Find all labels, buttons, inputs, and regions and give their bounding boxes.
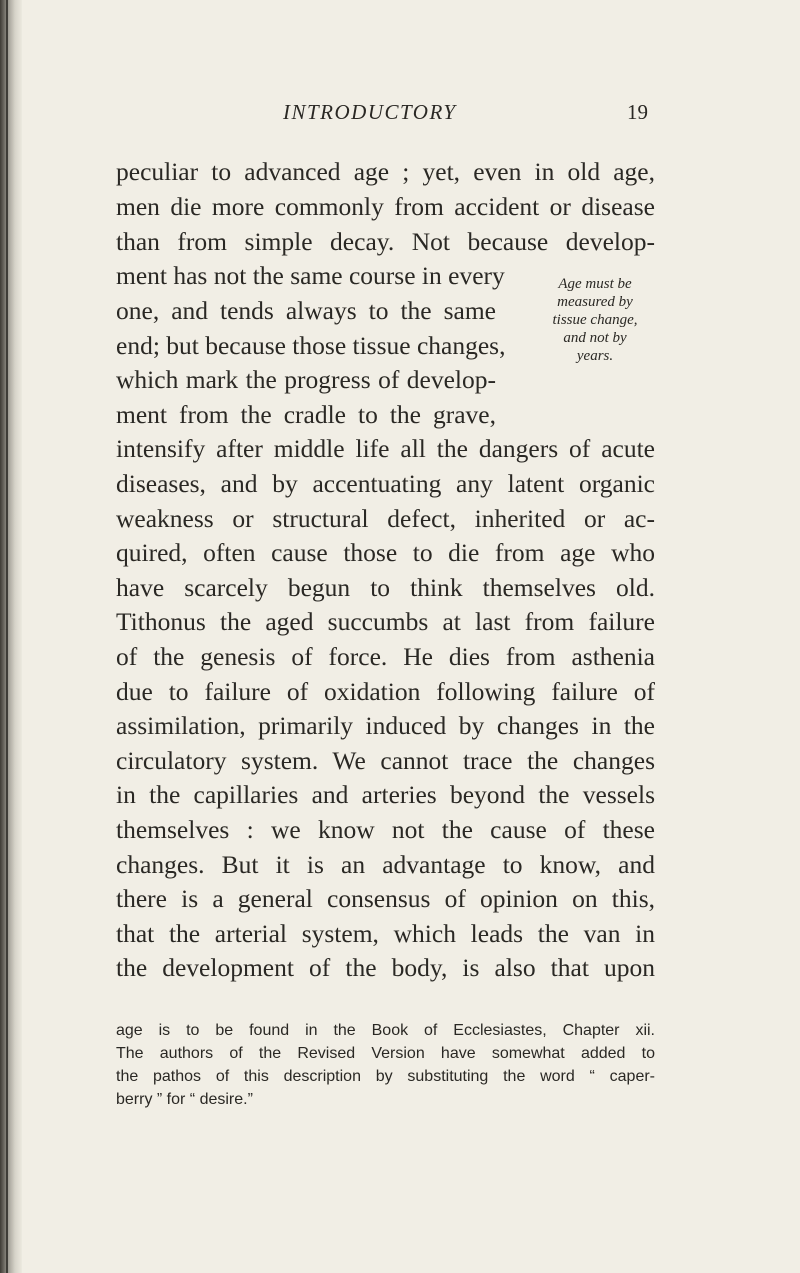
text-line: due to failure of oxidation following failure of [116, 677, 655, 706]
gutter-edge [6, 0, 8, 1273]
text-line: there is a general consensus of opinion on this, [116, 884, 655, 913]
book-gutter [0, 0, 22, 1273]
text-line: circulatory system. We cannot trace the changes [116, 746, 655, 775]
footnote-line: The authors of the Revised Version have somewhat added to [116, 1045, 655, 1062]
page-number: 19 [627, 100, 648, 124]
text-line: end; but because those tissue changes, [116, 331, 506, 360]
text-line: changes. But it is an advantage to know, and [116, 850, 655, 879]
text-line: assimilation, primarily induced by changes in the [116, 711, 655, 740]
text-line: men die more commonly from accident or disease [116, 192, 655, 221]
text-line: quired, often cause those to die from age who [116, 538, 655, 567]
text-line: have scarcely begun to think themselves old. [116, 573, 655, 602]
footnote-line: age is to be found in the Book of Ecclesiastes, Chapter xii. [116, 1022, 655, 1039]
text-line: themselves : we know not the cause of these [116, 815, 655, 844]
footnote-line: berry ” for “ desire.” [116, 1091, 253, 1108]
text-line: of the genesis of force. He dies from asthenia [116, 642, 655, 671]
text-line: ment has not the same course in every [116, 261, 505, 290]
text-line: which mark the progress of develop- [116, 365, 496, 394]
text-line: that the arterial system, which leads the van in [116, 919, 655, 948]
running-head-title: INTRODUCTORY [283, 100, 457, 124]
marginal-note: Age must be measured by tissue change, and not by years. [552, 276, 638, 364]
text-line: diseases, and by accentuating any latent organic [116, 469, 655, 498]
text-line: one, and tends always to the same [116, 296, 496, 325]
text-line: ment from the cradle to the grave, [116, 400, 496, 429]
text-line: Tithonus the aged succumbs at last from failure [116, 607, 655, 636]
text-line: than from simple decay. Not because develop- [116, 227, 655, 256]
footnote-line: the pathos of this description by substituting the word “ caper- [116, 1068, 655, 1085]
text-line: the development of the body, is also that upon [116, 953, 655, 982]
text-line: peculiar to advanced age ; yet, even in old age, [116, 157, 655, 186]
text-line: in the capillaries and arteries beyond the vessels [116, 780, 655, 809]
running-head [0, 100, 800, 134]
text-line: weakness or structural defect, inherited or ac- [116, 504, 655, 533]
text-line: intensify after middle life all the dangers of acute [116, 434, 655, 463]
